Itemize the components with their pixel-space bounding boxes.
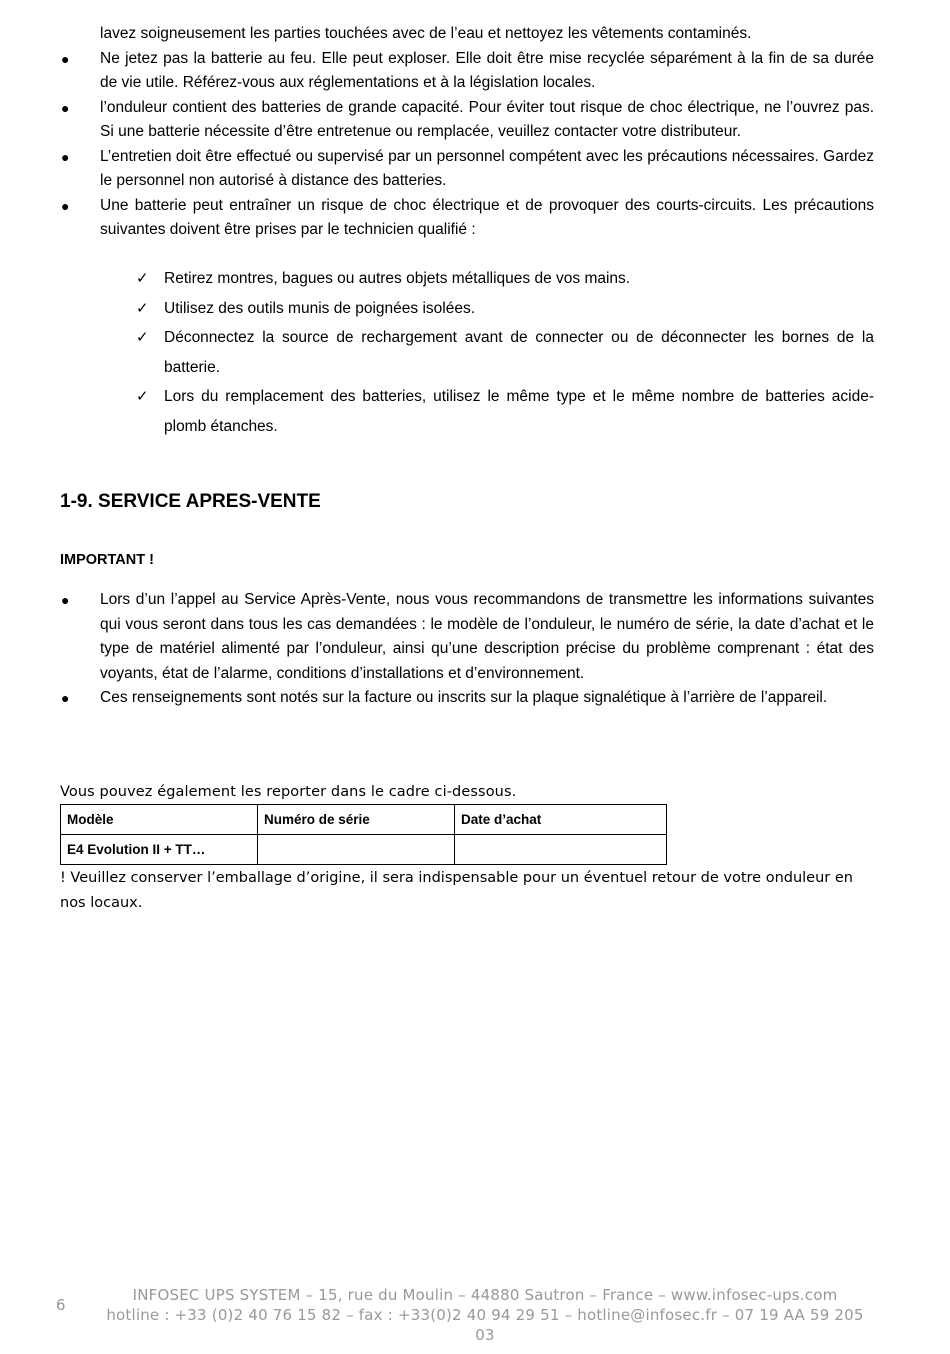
checkmark-icon: ✓ — [136, 270, 149, 287]
note-text: Vous pouvez également les reporter dans le cadre ci-dessous. — [60, 784, 517, 800]
header-cell-date: Date d’achat — [455, 805, 667, 835]
cell-date — [455, 835, 667, 865]
list-item: ● l’onduleur contient des batteries de grande capacité. Pour éviter tout risque de choc électrique, ne l’ouvrez pas. Si une batterie nécessite d’être entretenue ou remplacée, veuillez contacter votre distributeur. — [60, 96, 874, 145]
checkmark-icon: ✓ — [136, 299, 149, 317]
product-info-table — [60, 804, 667, 865]
cell-serial — [258, 835, 455, 865]
technician-precautions-list — [136, 264, 874, 441]
page-number: 6 — [56, 1296, 66, 1314]
service-info-list — [60, 588, 874, 711]
check-item: ✓ Déconnectez la source de rechargement avant de connecter ou de déconnecter les bornes de la batterie. — [136, 323, 874, 382]
list-item: ● Lors d’un l’appel au Service Après-Vente, nous vous recommandons de transmettre les informations suivantes qui vous seront dans tous les cas demandées : le modèle de l’onduleur, le numéro de série, la date d’achat et le type de matériel alimenté par l’onduleur, ainsi qu’une description précise du problème comprenant : état des voyants, état de l’alarme, conditions d’installations et d’environnement. — [60, 588, 874, 686]
table-header-row — [61, 805, 667, 835]
check-item: ✓ Retirez montres, bagues ou autres objets métalliques de vos mains. — [136, 264, 874, 294]
list-item: ● Ne jetez pas la batterie au feu. Elle peut exploser. Elle doit être mise recyclée séparément à la fin de sa durée de vie utile. Référez-vous aux réglementations et à la législation locales. — [60, 47, 874, 96]
footer-address: INFOSEC UPS SYSTEM – 15, rue du Moulin – 44880 Sautron – France – www.infosec-ups.com — [132, 1286, 838, 1304]
table-row — [61, 835, 667, 865]
battery-safety-list — [60, 47, 874, 243]
bullet-icon: ● — [61, 690, 70, 706]
footer — [100, 1285, 870, 1345]
bullet-icon: ● — [61, 197, 70, 214]
continuation-text: lavez soigneusement les parties touchées avec de l’eau et nettoyez les vêtements contaminés. — [100, 25, 752, 42]
bullet-icon: ● — [61, 99, 70, 116]
list-item: ● L’entretien doit être effectué ou supervisé par un personnel compétent avec les précautions nécessaires. Gardez le personnel non autorisé à distance des batteries. — [60, 145, 874, 194]
list-item: ● Ces renseignements sont notés sur la facture ou inscrits sur la plaque signalétique à l’arrière de l’appareil. — [60, 686, 874, 711]
checkmark-icon: ✓ — [136, 329, 149, 346]
important-label: IMPORTANT ! — [60, 552, 154, 568]
bullet-icon: ● — [61, 50, 70, 67]
footer-contacts: hotline : +33 (0)2 40 76 15 82 – fax : +33(0)2 40 94 29 51 – hotline@infosec.fr – 07 19 AA 59 205 03 — [106, 1306, 864, 1344]
check-item: ✓ Utilisez des outils munis de poignées isolées. — [136, 294, 874, 324]
header-cell-serial: Numéro de série — [258, 805, 455, 835]
checkmark-icon: ✓ — [136, 388, 149, 405]
section-heading: 1-9. SERVICE APRES-VENTE — [60, 491, 321, 512]
cell-model: E4 Evolution II + TT… — [61, 835, 258, 865]
header-cell-model: Modèle — [61, 805, 258, 835]
packaging-warning: ! Veuillez conserver l’emballage d’origine, il sera indispensable pour un éventuel retour de votre onduleur en nos locaux. — [60, 870, 853, 911]
list-item: ● Une batterie peut entraîner un risque de choc électrique et de provoquer des courts-circuits. Les précautions suivantes doivent être prises par le technicien qualifié : — [60, 194, 874, 243]
check-item: ✓ Lors du remplacement des batteries, utilisez le même type et le même nombre de batteries acide-plomb étanches. — [136, 382, 874, 441]
bullet-icon: ● — [61, 148, 70, 165]
bullet-icon: ● — [61, 592, 70, 608]
